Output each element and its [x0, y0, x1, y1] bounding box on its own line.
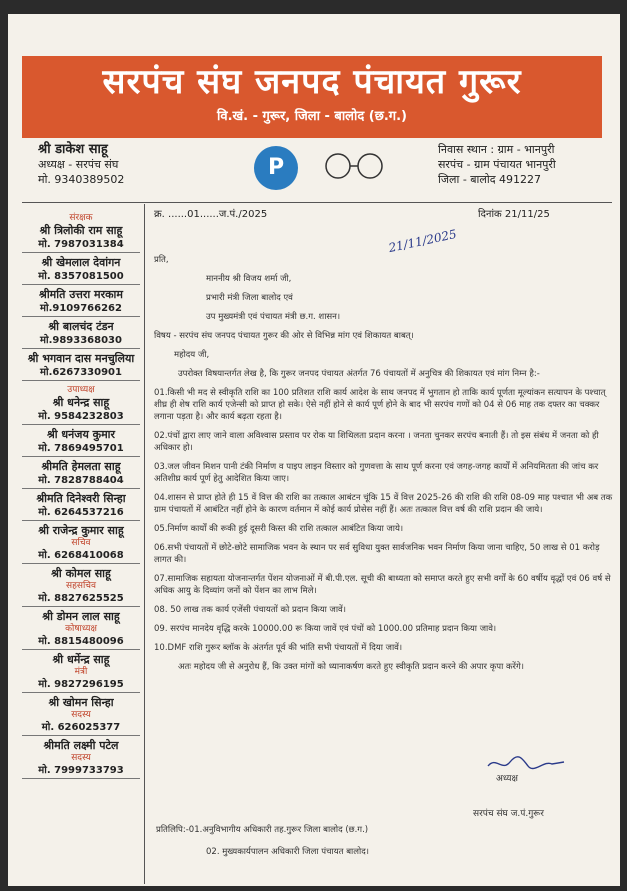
letterhead-banner: [22, 56, 602, 138]
bearer-phone: मो. 7987031384: [22, 238, 140, 253]
demand-point: 03.जल जीवन मिशन पानी टंकी निर्माण व पाइप लाइन विस्तार को गुणवत्ता के साथ पूर्ण करना एवं जगह-जगह कार्यों में अनियमितता की जांच कर अतिशीघ्र कार्य पूर्ण हेतु आदेशित किया जाए।: [154, 462, 599, 484]
bearer-phone: मो.6267330901: [22, 366, 140, 381]
bearer-name: श्री कोमल साहू: [51, 567, 111, 580]
bearer-name: श्रीमति दिनेश्वरी सिन्हा: [36, 492, 126, 505]
demand-point: 06.सभी पंचायतों में छोटे-छोटे सामाजिक भवन के स्थान पर सर्व सुविधा युक्त सार्वजनिक भवन निर्माण किया जाना चाहिए, 50 लाख से 01 करोड़ लागत की।: [154, 543, 600, 565]
swachh-bharat-logo-icon: [312, 148, 402, 190]
letter-date: दिनांक 21/11/25: [478, 209, 550, 220]
demand-point: 05.निर्माण कार्यों की रूकी हुई दूसरी किस्त की राशि तत्काल आबंटित किया जाये।: [154, 524, 404, 534]
bearer-designation: सचिव: [71, 538, 91, 548]
residence-line3: जिला - बालोद 491227: [438, 173, 542, 186]
demand-point: 07.सामाजिक सहायता योजनान्तर्गत पेंशन योजनाओं में बी.पी.एल. सूची की बाध्यता को समाप्त करते हुए सभी वर्गों के 60 वर्षीय वृद्धों एवं 06 वर्ष से अधिक आयु के दिव्यांग जनों को पेंशन का लाभ मिले।: [154, 574, 611, 596]
bearer-phone: मो.9109766262: [22, 302, 140, 317]
office-bearer: [22, 384, 140, 425]
office-bearer: [22, 653, 140, 693]
bearer-designation: मंत्री: [74, 667, 88, 677]
residence-line1: निवास स्थान : ग्राम - भानपुरी: [438, 143, 555, 156]
org-subtitle: वि.खं. - गुरूर, जिला - बालोद (छ.ग.): [217, 109, 407, 124]
copy-to-2: 02. मुख्यकार्यपालन अधिकारी जिला पंचायत बालोद।: [206, 847, 369, 857]
bearer-phone: मो. 626025377: [22, 721, 140, 736]
signatory-title: अध्यक्ष: [496, 774, 518, 784]
panchayat-logo-icon: P: [254, 146, 298, 190]
bearer-name: श्री धनेन्द्र साहू: [52, 396, 110, 409]
bearer-phone: मो. 7828788404: [22, 474, 140, 489]
office-bearer: [22, 212, 140, 253]
copy-to-1: प्रतिलिपि:-01.अनुविभागीय अधिकारी तह.गुरूर जिला बालोद (छ.ग.): [156, 825, 369, 835]
demand-point: 01.किसी भी मद से स्वीकृति राशि का 100 प्रतिशत राशि कार्य आदेश के साथ जनपद में भुगतान हो ताकि कार्य पूर्णता मूल्यांकन सत्यापन के पश्चात् शीघ्र ही शेष राशि कार्य एजेन्सी को प्राप्त हो सके। ऐसे नहीं होने से कार्य पूर्ण होने के बाद भी सरपंच गणों को 04 से 06 माह तक दफ्तर का चक्कर लगाना पड़ता है। और कार्य बढ़ता रहता है।: [154, 388, 606, 422]
reference-number: क्र. ......01......ज.पं./2025: [154, 209, 268, 220]
president-phone: मो. 9340389502: [38, 173, 125, 186]
office-bearer: [22, 288, 140, 317]
addressee-line2: प्रभारी मंत्री जिला बालोद एवं: [206, 293, 293, 303]
addressee-line3: उप मुख्यमंत्री एवं पंचायत मंत्री छ.ग. शासन।: [206, 312, 341, 322]
bearer-designation: सदस्य: [71, 753, 91, 763]
bearer-name: श्री खोमन सिन्हा: [48, 696, 114, 709]
addressee-line1: माननीय श्री विजय शर्मा जी,: [206, 274, 292, 284]
demand-point: 08. 50 लाख तक कार्य एजेंसी पंचायतों को प्रदान किया जावें।: [154, 605, 346, 615]
president-role: अध्यक्ष - सरपंच संघ: [38, 158, 119, 171]
bearer-group-heading: उपाध्यक्ष: [67, 385, 95, 395]
org-title: सरपंच संघ जनपद पंचायत गुरूर: [102, 62, 522, 102]
office-bearers-sidebar: [22, 210, 140, 782]
office-bearer: [22, 428, 140, 457]
bearer-phone: मो. 9827296195: [22, 678, 140, 693]
bearer-name: श्री भगवान दास मनचुलिया: [27, 352, 135, 365]
letter-prati: प्रति,: [154, 255, 169, 265]
bearer-name: श्री धनंजय कुमार: [46, 428, 116, 441]
signature-scribble: [486, 754, 566, 774]
bearer-group-heading: संरक्षक: [69, 213, 93, 223]
bearer-phone: मो. 8815480096: [22, 635, 140, 650]
demand-point: 04.शासन से प्राप्त होते ही 15 वें वित्त की राशि का तत्काल आबंटन चूंकि 15 वें वित्त 2025-26 की राशि की राशि 08-09 माह पश्चात भी अब तक ग्राम पंचायतों में आबंटित नहीं होने के कारण वर्तमान में कोई कार्य प्रोसेस नहीं हैं। अतः तत्काल वित्त वर्ष की राशि प्रदान की जाये।: [154, 493, 613, 515]
bearer-phone: मो. 7999733793: [22, 764, 140, 779]
bearer-name: श्री त्रिलोकी राम साहू: [39, 224, 123, 237]
office-bearer: [22, 739, 140, 779]
president-name: श्री डाकेश साहू: [38, 142, 108, 157]
letter-body: [154, 254, 614, 680]
bearer-name: श्रीमति लक्ष्मी पटेल: [43, 739, 119, 752]
bearer-phone: मो.9893368030: [22, 334, 140, 349]
demand-points: [154, 387, 614, 654]
president-block: [38, 142, 124, 187]
bearer-phone: मो. 6268410068: [22, 549, 140, 564]
bearer-designation: कोषाध्यक्ष: [65, 624, 97, 634]
residence-block: [438, 142, 556, 187]
bearer-phone: मो. 6264537216: [22, 506, 140, 521]
bearer-name: श्री डोमन लाल साहू: [42, 610, 120, 623]
bearer-designation: सहसचिव: [66, 581, 96, 591]
sidebar-divider: [144, 204, 145, 884]
bearer-name: श्री खेमलाल देवांगन: [41, 256, 121, 269]
bearer-name: श्री राजेन्द्र कुमार साहू: [38, 524, 124, 537]
letter-paper: [8, 14, 620, 886]
office-bearer: [22, 352, 140, 381]
office-bearer: [22, 256, 140, 285]
letter-subject: विषय - सरपंच संघ जनपद पंचायत गुरूर की ओर से विभिन्न मांग एवं शिकायत बाबत्।: [154, 331, 414, 341]
bearer-phone: मो. 8827625525: [22, 592, 140, 607]
addressee-block: [154, 273, 614, 323]
demand-point: 10.DMF राशि गुरूर ब्लॉक के अंतर्गत पूर्व की भांति सभी पंचायतों में दिया जावें।: [154, 643, 403, 653]
bearer-phone: मो. 7869495701: [22, 442, 140, 457]
signatory-org: सरपंच संघ ज.पं.गुरूर: [473, 809, 544, 819]
demand-point: 09. सरपंच मानदेय वृद्धि करके 10000.00 रू किया जावें एवं पंचों को 1000.00 प्रतिमाह प्रदान किया जावे।: [154, 624, 497, 634]
office-bearer: [22, 524, 140, 564]
bearer-name: श्रीमति उत्तरा मरकाम: [39, 288, 123, 301]
residence-line2: सरपंच - ग्राम पंचायत भानपुरी: [438, 158, 556, 171]
letter-closing: अतः महोदय जी से अनुरोध हैं, कि उक्त मांगों को ध्यानाकर्षण करते हुए स्वीकृति प्रदान करने की अपार कृपा करेंगे।: [178, 662, 525, 672]
office-bearer: [22, 610, 140, 650]
bearer-name: श्री धर्मेन्द्र साहू: [52, 653, 110, 666]
header-divider: [22, 202, 612, 203]
office-bearer: [22, 460, 140, 489]
demand-point: 02.पंचों द्वारा लाए जाने वाला अविश्वास प्रस्ताव पर रोक या शिथिलता प्रदान करना । जनता चुनकर सरपंच बनाती हैं। तो इस संबंध में जनता को ही अधिकार हो।: [154, 431, 599, 453]
office-bearer: [22, 696, 140, 736]
bearer-phone: मो. 8357081500: [22, 270, 140, 285]
handwritten-received-note: 21/11/2025: [387, 226, 458, 256]
bearer-name: श्री बालचंद टंडन: [48, 320, 114, 333]
bearer-name: श्रीमति हेमलता साहू: [41, 460, 121, 473]
office-bearer: [22, 567, 140, 607]
letter-intro: उपरोक्त विषयान्तर्गत लेख है, कि गुरूर जनपद पंचायत अंतर्गत 76 पंचायतों में अनुचित्र की शिकायत एवं मांग निम्न है:-: [178, 369, 540, 379]
office-bearer: [22, 320, 140, 349]
bearer-designation: सदस्य: [71, 710, 91, 720]
office-bearer: [22, 492, 140, 521]
letter-salutation: महोदय जी,: [174, 350, 210, 360]
bearer-phone: मो. 9584232803: [22, 410, 140, 425]
